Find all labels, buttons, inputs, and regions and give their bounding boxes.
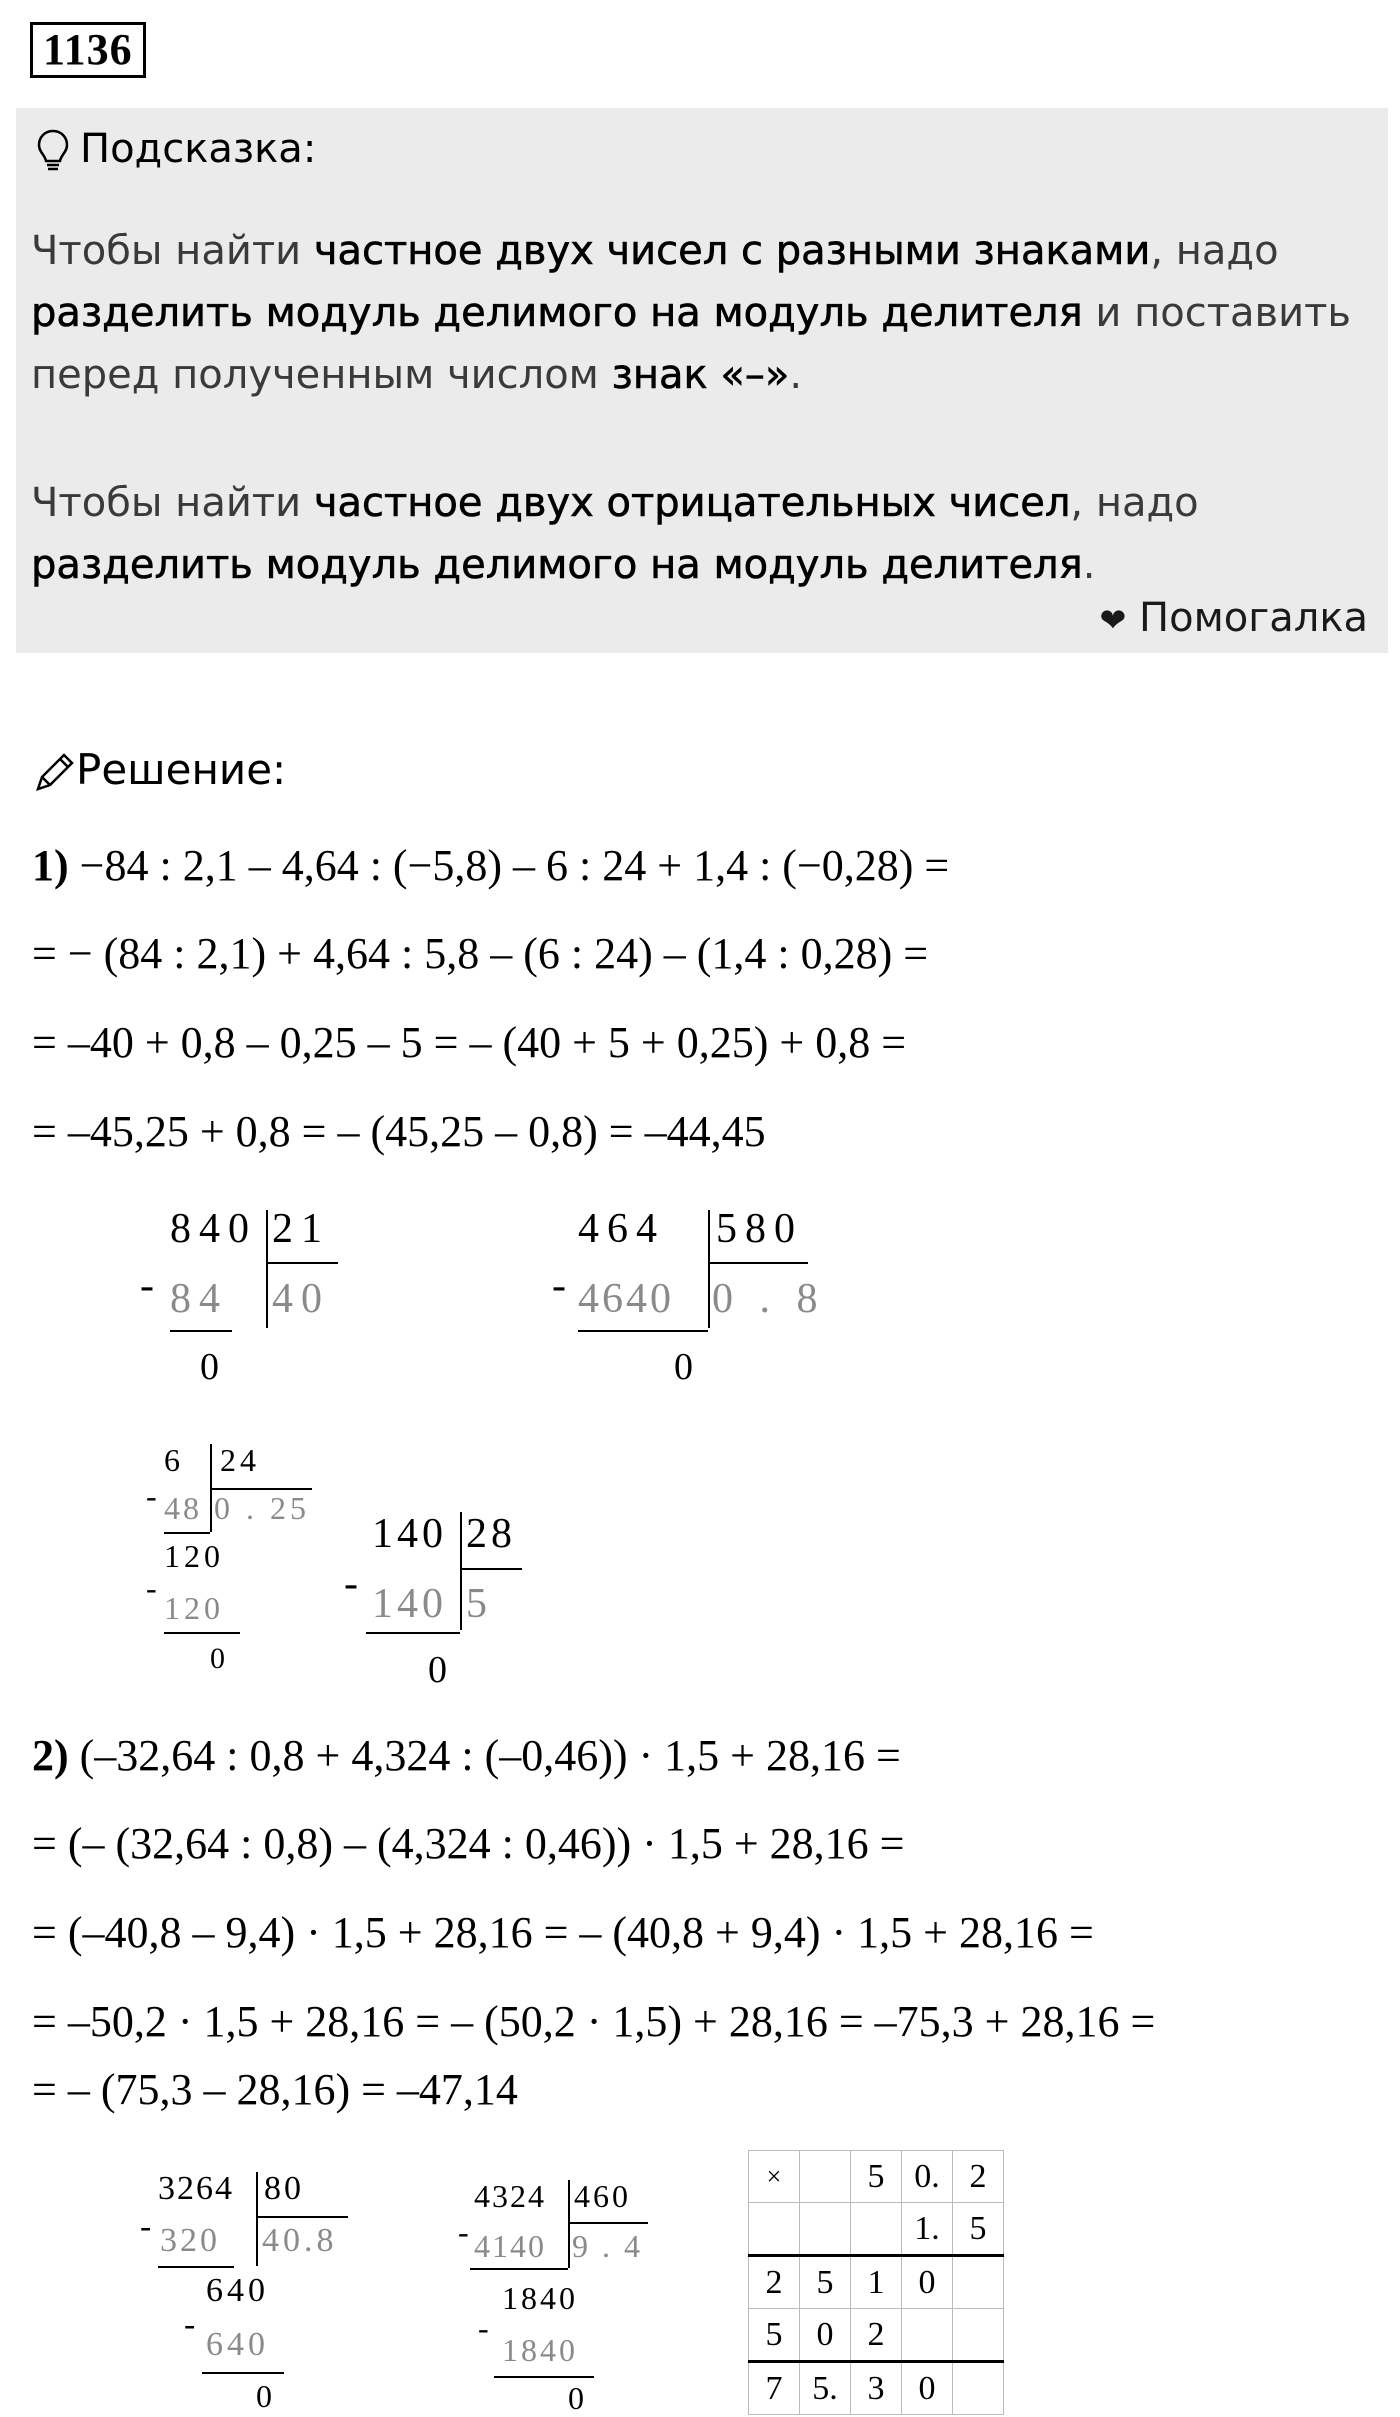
table-row (749, 2203, 1004, 2256)
table-row (749, 2151, 1004, 2203)
lightbulb-icon (36, 128, 70, 174)
part1-line-2: = − (84 : 2,1) + 4,64 : 5,8 – (6 : 24) – (1,4 : 0,28) = (32, 929, 929, 978)
table-cell (800, 2203, 851, 2256)
heart-icon: ❤ (1099, 601, 1127, 639)
part2-line-4: = –50,2 · 1,5 + 28,16 = – (50,2 · 1,5) + 28,16 = –75,3 + 28,16 = (32, 1997, 1156, 2046)
table-cell: 1. (902, 2203, 953, 2256)
table-cell (953, 2256, 1004, 2309)
table-cell (953, 2309, 1004, 2362)
table-cell (902, 2309, 953, 2362)
part2-line-1: 2) (–32,64 : 0,8 + 4,324 : (–0,46)) · 1,5 + 28,16 = (32, 1731, 901, 1780)
table-cell: 5 (749, 2309, 800, 2362)
table-cell: 2 (851, 2309, 902, 2362)
table-cell: 2 (749, 2256, 800, 2309)
table-row (749, 2309, 1004, 2362)
table-cell: 0 (902, 2256, 953, 2309)
table-cell (800, 2151, 851, 2203)
table-cell: 5 (851, 2151, 902, 2203)
part2-line-5: = – (75,3 – 28,16) = –47,14 (32, 2065, 518, 2114)
table-cell: 7 (749, 2362, 800, 2415)
multiply-sign: × (749, 2151, 800, 2203)
part2-line-2: = (– (32,64 : 0,8) – (4,324 : 0,46)) · 1,5 + 28,16 = (32, 1819, 905, 1868)
table-cell: 3 (851, 2362, 902, 2415)
hint-box (16, 108, 1388, 653)
table-cell (749, 2203, 800, 2256)
table-cell (953, 2362, 1004, 2415)
table-cell: 0 (800, 2309, 851, 2362)
table-cell: 5 (953, 2203, 1004, 2256)
table-cell: 0 (902, 2362, 953, 2415)
pencil-icon (32, 751, 76, 795)
exercise-number: 1136 (30, 22, 146, 78)
part1-line-3: = –40 + 0,8 – 0,25 – 5 = – (40 + 5 + 0,25) + 0,8 = (32, 1018, 907, 1067)
part1-line-1: 1) −84 : 2,1 – 4,64 : (−5,8) – 6 : 24 + 1,4 : (−0,28) = (32, 841, 950, 890)
multiplication-table (748, 2150, 1004, 2415)
table-cell: 0. (902, 2151, 953, 2203)
table-cell: 5. (800, 2362, 851, 2415)
hint-header (36, 126, 316, 174)
table-cell: 1 (851, 2256, 902, 2309)
table-cell (851, 2203, 902, 2256)
table-row (749, 2256, 1004, 2309)
hint-title: Подсказка: (80, 126, 317, 172)
table-cell: 5 (800, 2256, 851, 2309)
solution-header: Решение: (32, 745, 286, 795)
part2-line-3: = (–40,8 – 9,4) · 1,5 + 28,16 = – (40,8 + 9,4) · 1,5 + 28,16 = (32, 1908, 1094, 1957)
signature: ❤ Помогалка (1099, 595, 1368, 641)
hint-paragraph-1: Чтобы найти частное двух чисел с разными знаками, надо разделить модуль делимого на модуль делителя и поставить перед полученным числом знак «–». (31, 228, 1351, 398)
table-row (749, 2362, 1004, 2415)
hint-paragraph-2: Чтобы найти частное двух отрицательных чисел, надо разделить модуль делимого на модуль делителя. (31, 480, 1199, 588)
table-cell: 2 (953, 2151, 1004, 2203)
part1-line-4: = –45,25 + 0,8 = – (45,25 – 0,8) = –44,45 (32, 1107, 766, 1156)
